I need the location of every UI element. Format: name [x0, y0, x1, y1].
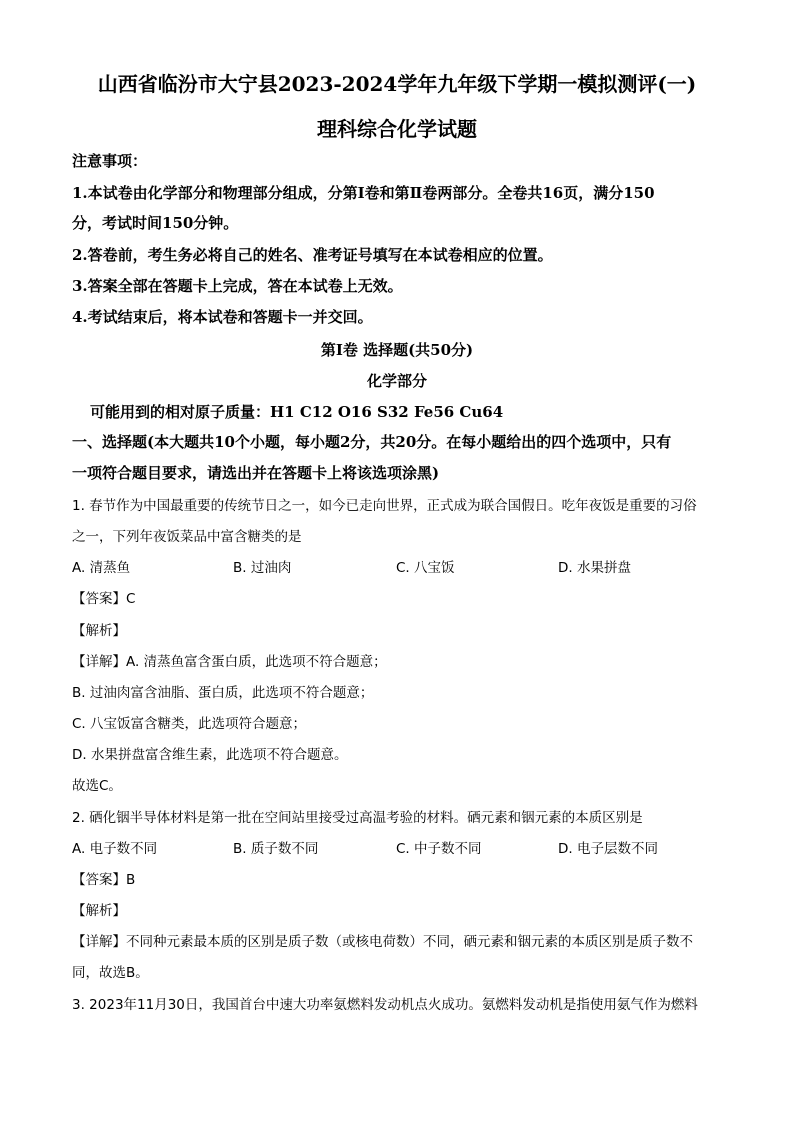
q2-option-b: B. 质子数不同	[233, 841, 319, 857]
q1-option-d: D. 水果拼盘	[558, 560, 631, 576]
q2-detail-a: 【详解】不同种元素最本质的区别是质子数（或核电荷数）不同，硒元素和铟元素的本质区别是质子数不	[72, 934, 693, 950]
q1-option-a: A. 清蒸鱼	[72, 560, 131, 576]
q2-stem: 2. 硒化铟半导体材料是第一批在空间站里接受过高温考验的材料。硒元素和铟元素的本质区别是	[72, 810, 643, 826]
q3-stem: 3. 2023年11月30日，我国首台中速大功率氨燃料发动机点火成功。氨燃料发动机是指使用氨气作为燃料	[72, 997, 698, 1013]
notice-item-1a: 1.本试卷由化学部分和物理部分组成，分第Ⅰ卷和第Ⅱ卷两部分。全卷共16页，满分150	[72, 184, 655, 202]
q2-option-d: D. 电子层数不同	[558, 841, 658, 857]
notice-item-2: 2.答卷前，考生务必将自己的姓名、准考证号填写在本试卷相应的位置。	[72, 246, 553, 264]
exam-subtitle: 理科综合化学试题	[317, 117, 477, 141]
q2-answer: 【答案】B	[72, 872, 136, 888]
q2-option-c: C. 中子数不同	[396, 841, 482, 857]
q1-detail-1: 【详解】A. 清蒸鱼富含蛋白质，此选项不符合题意；	[72, 654, 387, 670]
q1-option-b: B. 过油肉	[233, 560, 292, 576]
q2-analysis-label: 【解析】	[72, 903, 126, 919]
q2-detail-b: 同，故选B。	[72, 965, 149, 981]
q1-option-c: C. 八宝饭	[396, 560, 455, 576]
exam-title: 山西省临汾市大宁县2023-2024学年九年级下学期一模拟测评(一)	[97, 72, 697, 96]
q1-options	[72, 556, 722, 576]
notice-item-4: 4.考试结束后，将本试卷和答题卡一并交回。	[72, 308, 373, 326]
q1-stem-b: 之一，下列年夜饭菜品中富含糖类的是	[72, 529, 302, 545]
q2-option-a: A. 电子数不同	[72, 841, 158, 857]
notice-item-3: 3.答案全部在答题卡上完成，答在本试卷上无效。	[72, 277, 403, 295]
q1-detail-2: B. 过油肉富含油脂、蛋白质，此选项不符合题意；	[72, 685, 374, 701]
q1-conclusion: 故选C。	[72, 778, 122, 794]
subject-heading: 化学部分	[366, 372, 427, 390]
notice-heading: 注意事项：	[72, 152, 148, 170]
notice-item-1b: 分，考试时间150分钟。	[72, 214, 239, 232]
q1-detail-4: D. 水果拼盘富含维生素，此选项不符合题意。	[72, 747, 348, 763]
q1-answer: 【答案】C	[72, 591, 136, 607]
section-instructions-b: 一项符合题目要求，请选出并在答题卡上将该选项涂黑)	[72, 464, 440, 482]
atomic-masses: 可能用到的相对原子质量：H1 C12 O16 S32 Fe56 Cu64	[90, 403, 504, 421]
q1-analysis-label: 【解析】	[72, 623, 126, 639]
section-instructions-a: 一、选择题(本大题共10个小题，每小题2分，共20分。在每小题给出的四个选项中，只有	[72, 433, 672, 451]
part-title: 第Ⅰ卷 选择题(共50分)	[320, 341, 474, 359]
q2-options	[72, 837, 722, 857]
q1-detail-3: C. 八宝饭富含糖类，此选项符合题意；	[72, 716, 307, 732]
q1-stem-a: 1. 春节作为中国最重要的传统节日之一，如今已走向世界，正式成为联合国假日。吃年夜饭是重要的习俗	[72, 498, 697, 514]
